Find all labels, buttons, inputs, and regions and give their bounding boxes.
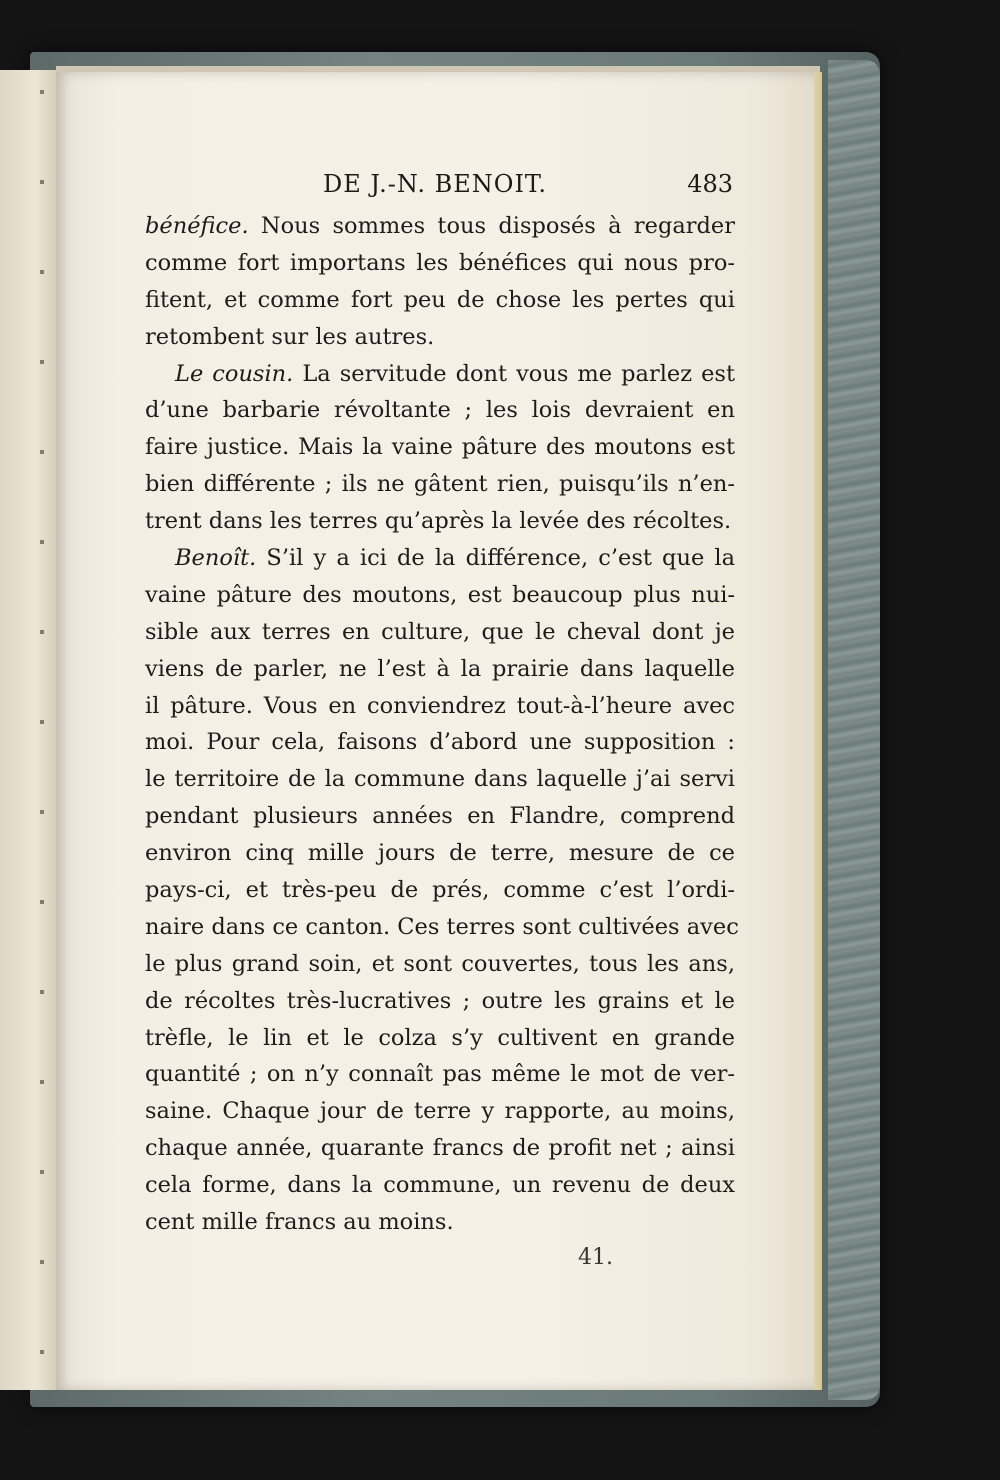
line-text: il pâture. Vous en conviendrez tout-à-l’heure avec [145,692,735,719]
text-line [145,761,735,798]
line-text: cent mille francs au moins. [145,1209,454,1236]
text-line [145,1167,735,1204]
speaker-label: Le cousin. [175,360,294,387]
facing-page-text-marks [40,90,44,1370]
line-text: fitent, et comme fort peu de chose les pertes qui [145,286,735,313]
text-line [145,392,735,429]
text-line [145,798,735,835]
text-line [145,208,735,245]
text-line [145,1130,735,1167]
running-head: DE J.-N. BENOIT. [323,170,548,198]
text-line [145,614,735,651]
line-text: de récoltes très-lucratives ; outre les grains et le [145,987,735,1014]
line-text: La servitude dont vous me parlez est [293,360,736,387]
line-text: cela forme, dans la commune, un revenu de deux [145,1172,735,1199]
line-text: pays-ci, et très-peu de prés, comme c’est l’ordi- [145,877,735,904]
line-text: saine. Chaque jour de terre y rapporte, au moins, [145,1098,735,1125]
line-text: vaine pâture des moutons, est beaucoup plus nui- [145,581,735,608]
text-line [145,466,735,503]
cover-edge [828,60,880,1400]
facing-page-edge [0,70,58,1390]
line-text: S’il y a ici de la différence, c’est que la [256,545,735,572]
body-text [145,208,739,1241]
line-text: trèfle, le lin et le colza s’y cultivent en grande [145,1024,735,1051]
text-line [145,1056,735,1093]
text-line [145,688,735,725]
line-text: pendant plusieurs années en Flandre, comprend [145,803,735,830]
signature-mark: 41. [578,1245,613,1270]
line-text: le plus grand soin, et sont couvertes, tous les ans, [145,950,735,977]
text-line [145,872,735,909]
text-line [145,245,735,282]
text-line [145,429,735,466]
line-text: d’une barbarie révoltante ; les lois devraient en [145,397,735,424]
line-text: viens de parler, ne l’est à la prairie dans laquelle [145,655,735,682]
text-line [145,1204,735,1241]
text-line [145,577,735,614]
speaker-label: Benoît. [175,545,257,572]
line-text: naire dans ce canton. Ces terres sont cultivées avec [145,913,739,940]
line-text: bien différente ; ils ne gâtent rien, puisqu’ils n’en- [145,471,735,498]
text-line [145,983,735,1020]
text-line [145,835,735,872]
line-text: chaque année, quarante francs de profit net ; ainsi [145,1135,735,1162]
text-line [145,1020,735,1057]
page-gilt-edge [814,72,822,1390]
line-text: Nous sommes tous disposés à regarder [248,213,735,239]
line-text: faire justice. Mais la vaine pâture des moutons est [145,434,735,461]
page-header [145,170,735,210]
line-text: quantité ; on n’y connaît pas même le mot de ver- [145,1061,735,1088]
speaker-label: bénéfice. [145,213,249,239]
text-line [145,503,735,540]
line-text: moi. Pour cela, faisons d’abord une supposition : [145,729,735,756]
line-text: sible aux terres en culture, que le cheval dont je [145,618,735,645]
text-line [145,1093,735,1130]
text-line [145,651,735,688]
text-line [145,319,735,356]
line-text: le territoire de la commune dans laquelle j’ai servi [145,766,735,793]
text-line [145,540,735,577]
line-text: environ cinq mille jours de terre, mesure de ce [145,840,735,867]
text-line [145,946,735,983]
page-number: 483 [687,170,733,198]
text-line [145,724,735,761]
text-line [145,356,735,393]
line-text: comme fort importans les bénéfices qui nous pro- [145,249,735,276]
text-line [145,282,735,319]
line-text: trent dans les terres qu’après la levée des récoltes. [145,508,732,535]
text-line [145,909,739,946]
line-text: retombent sur les autres. [145,323,435,350]
